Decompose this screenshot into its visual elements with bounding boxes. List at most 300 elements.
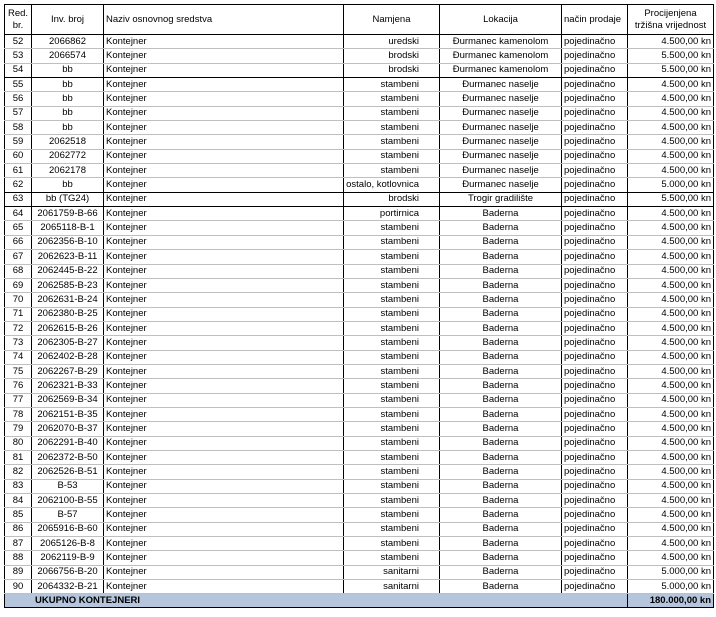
cell-lokacija: Baderna	[440, 264, 562, 278]
cell-naziv: Kontejner	[104, 164, 344, 178]
cell-naziv: Kontejner	[104, 264, 344, 278]
cell-lokacija: Baderna	[440, 422, 562, 436]
cell-nacin-prodaje: pojedinačno	[562, 235, 628, 249]
cell-namjena: stambeni	[344, 278, 440, 292]
cell-naziv: Kontejner	[104, 565, 344, 579]
cell-lokacija: Đurmanec naselje	[440, 178, 562, 192]
cell-red-br: 60	[5, 149, 32, 163]
cell-lokacija: Baderna	[440, 479, 562, 493]
total-label: UKUPNO KONTEJNERI	[5, 594, 628, 608]
cell-naziv: Kontejner	[104, 465, 344, 479]
table-row	[5, 178, 714, 192]
cell-naziv: Kontejner	[104, 364, 344, 378]
cell-namjena: stambeni	[344, 379, 440, 393]
cell-naziv: Kontejner	[104, 450, 344, 464]
cell-inv-broj: 2062305-B-27	[32, 336, 104, 350]
cell-red-br: 81	[5, 450, 32, 464]
cell-red-br: 87	[5, 537, 32, 551]
cell-nacin-prodaje: pojedinačno	[562, 321, 628, 335]
cell-red-br: 67	[5, 250, 32, 264]
cell-red-br: 69	[5, 278, 32, 292]
cell-red-br: 54	[5, 63, 32, 77]
cell-lokacija: Đurmanec naselje	[440, 106, 562, 120]
cell-naziv: Kontejner	[104, 350, 344, 364]
cell-nacin-prodaje: pojedinačno	[562, 164, 628, 178]
cell-inv-broj: 2062585-B-23	[32, 278, 104, 292]
cell-red-br: 76	[5, 379, 32, 393]
cell-naziv: Kontejner	[104, 178, 344, 192]
cell-lokacija: Baderna	[440, 393, 562, 407]
table-row	[5, 221, 714, 235]
cell-red-br: 70	[5, 293, 32, 307]
cell-nacin-prodaje: pojedinačno	[562, 92, 628, 106]
cell-red-br: 63	[5, 192, 32, 206]
cell-vrijednost: 4.500,00 kn	[628, 522, 714, 536]
cell-namjena: stambeni	[344, 393, 440, 407]
cell-vrijednost: 4.500,00 kn	[628, 537, 714, 551]
cell-nacin-prodaje: pojedinačno	[562, 364, 628, 378]
cell-naziv: Kontejner	[104, 78, 344, 92]
cell-nacin-prodaje: pojedinačno	[562, 35, 628, 49]
table-row	[5, 364, 714, 378]
cell-naziv: Kontejner	[104, 250, 344, 264]
cell-nacin-prodaje: pojedinačno	[562, 551, 628, 565]
cell-nacin-prodaje: pojedinačno	[562, 221, 628, 235]
cell-inv-broj: 2062569-B-34	[32, 393, 104, 407]
cell-vrijednost: 5.500,00 kn	[628, 63, 714, 77]
cell-vrijednost: 4.500,00 kn	[628, 35, 714, 49]
cell-inv-broj: B-53	[32, 479, 104, 493]
cell-red-br: 64	[5, 207, 32, 221]
cell-lokacija: Trogir gradilište	[440, 192, 562, 206]
cell-namjena: stambeni	[344, 465, 440, 479]
col-header-procjena: Procijenjena tržišna vrijednost	[628, 5, 714, 35]
cell-inv-broj: bb	[32, 121, 104, 135]
cell-lokacija: Baderna	[440, 537, 562, 551]
cell-namjena: sanitarni	[344, 565, 440, 579]
cell-vrijednost: 4.500,00 kn	[628, 235, 714, 249]
cell-namjena: stambeni	[344, 336, 440, 350]
cell-lokacija: Đurmanec kamenolom	[440, 35, 562, 49]
cell-naziv: Kontejner	[104, 63, 344, 77]
table-row	[5, 565, 714, 579]
cell-nacin-prodaje: pojedinačno	[562, 465, 628, 479]
cell-naziv: Kontejner	[104, 149, 344, 163]
cell-red-br: 56	[5, 92, 32, 106]
cell-namjena: stambeni	[344, 436, 440, 450]
cell-vrijednost: 4.500,00 kn	[628, 92, 714, 106]
cell-lokacija: Baderna	[440, 407, 562, 421]
cell-vrijednost: 4.500,00 kn	[628, 149, 714, 163]
cell-namjena: uredski	[344, 35, 440, 49]
cell-inv-broj: 2062445-B-22	[32, 264, 104, 278]
cell-lokacija: Baderna	[440, 508, 562, 522]
table-row	[5, 106, 714, 120]
cell-nacin-prodaje: pojedinačno	[562, 379, 628, 393]
cell-red-br: 72	[5, 321, 32, 335]
cell-red-br: 85	[5, 508, 32, 522]
cell-naziv: Kontejner	[104, 321, 344, 335]
cell-nacin-prodaje: pojedinačno	[562, 522, 628, 536]
cell-inv-broj: 2062526-B-51	[32, 465, 104, 479]
col-header-naziv: Naziv osnovnog sredstva	[104, 5, 344, 35]
containers-table	[4, 4, 714, 608]
cell-red-br: 66	[5, 235, 32, 249]
cell-vrijednost: 4.500,00 kn	[628, 307, 714, 321]
cell-naziv: Kontejner	[104, 407, 344, 421]
cell-inv-broj: 2062380-B-25	[32, 307, 104, 321]
cell-namjena: brodski	[344, 192, 440, 206]
cell-lokacija: Baderna	[440, 235, 562, 249]
cell-inv-broj: 2064332-B-21	[32, 580, 104, 594]
table-row	[5, 149, 714, 163]
cell-naziv: Kontejner	[104, 235, 344, 249]
table-row	[5, 264, 714, 278]
cell-lokacija: Baderna	[440, 321, 562, 335]
cell-namjena: stambeni	[344, 522, 440, 536]
cell-namjena: ostalo, kotlovnica	[344, 178, 440, 192]
cell-nacin-prodaje: pojedinačno	[562, 494, 628, 508]
table-row	[5, 522, 714, 536]
cell-namjena: stambeni	[344, 307, 440, 321]
col-header-red-br: Red. br.	[5, 5, 32, 35]
cell-vrijednost: 4.500,00 kn	[628, 264, 714, 278]
cell-naziv: Kontejner	[104, 207, 344, 221]
table-row	[5, 537, 714, 551]
cell-red-br: 80	[5, 436, 32, 450]
cell-red-br: 55	[5, 78, 32, 92]
cell-inv-broj: 2062178	[32, 164, 104, 178]
cell-vrijednost: 5.000,00 kn	[628, 565, 714, 579]
table-row	[5, 393, 714, 407]
cell-inv-broj: 2062356-B-10	[32, 235, 104, 249]
cell-red-br: 58	[5, 121, 32, 135]
cell-inv-broj: 2066756-B-20	[32, 565, 104, 579]
cell-lokacija: Baderna	[440, 250, 562, 264]
cell-vrijednost: 4.500,00 kn	[628, 551, 714, 565]
cell-namjena: stambeni	[344, 221, 440, 235]
table-row	[5, 164, 714, 178]
cell-lokacija: Đurmanec naselje	[440, 135, 562, 149]
cell-lokacija: Đurmanec kamenolom	[440, 63, 562, 77]
cell-nacin-prodaje: pojedinačno	[562, 250, 628, 264]
cell-nacin-prodaje: pojedinačno	[562, 407, 628, 421]
cell-inv-broj: 2062772	[32, 149, 104, 163]
cell-lokacija: Đurmanec naselje	[440, 121, 562, 135]
cell-namjena: stambeni	[344, 551, 440, 565]
cell-lokacija: Baderna	[440, 494, 562, 508]
cell-namjena: stambeni	[344, 235, 440, 249]
table-row	[5, 135, 714, 149]
cell-lokacija: Baderna	[440, 207, 562, 221]
cell-lokacija: Baderna	[440, 465, 562, 479]
cell-vrijednost: 4.500,00 kn	[628, 164, 714, 178]
cell-lokacija: Baderna	[440, 293, 562, 307]
cell-inv-broj: 2062100-B-55	[32, 494, 104, 508]
cell-inv-broj: 2062291-B-40	[32, 436, 104, 450]
cell-inv-broj: bb	[32, 106, 104, 120]
cell-inv-broj: bb	[32, 63, 104, 77]
cell-vrijednost: 4.500,00 kn	[628, 207, 714, 221]
table-row	[5, 407, 714, 421]
cell-nacin-prodaje: pojedinačno	[562, 49, 628, 63]
cell-nacin-prodaje: pojedinačno	[562, 450, 628, 464]
col-header-nacin-prodaje: način prodaje	[562, 5, 628, 35]
cell-red-br: 59	[5, 135, 32, 149]
cell-vrijednost: 4.500,00 kn	[628, 393, 714, 407]
cell-vrijednost: 4.500,00 kn	[628, 278, 714, 292]
cell-vrijednost: 4.500,00 kn	[628, 407, 714, 421]
cell-inv-broj: 2062151-B-35	[32, 407, 104, 421]
cell-nacin-prodaje: pojedinačno	[562, 278, 628, 292]
table-row	[5, 121, 714, 135]
cell-red-br: 65	[5, 221, 32, 235]
cell-nacin-prodaje: pojedinačno	[562, 350, 628, 364]
table-row	[5, 35, 714, 49]
cell-nacin-prodaje: pojedinačno	[562, 293, 628, 307]
table-row	[5, 350, 714, 364]
cell-inv-broj: 2062267-B-29	[32, 364, 104, 378]
cell-lokacija: Baderna	[440, 307, 562, 321]
cell-naziv: Kontejner	[104, 336, 344, 350]
table-body	[5, 35, 714, 594]
cell-vrijednost: 4.500,00 kn	[628, 321, 714, 335]
col-header-inv-broj: Inv. broj	[32, 5, 104, 35]
cell-namjena: stambeni	[344, 350, 440, 364]
cell-inv-broj: bb	[32, 78, 104, 92]
cell-naziv: Kontejner	[104, 479, 344, 493]
cell-namjena: stambeni	[344, 92, 440, 106]
cell-lokacija: Đurmanec kamenolom	[440, 49, 562, 63]
cell-nacin-prodaje: pojedinačno	[562, 264, 628, 278]
table-row	[5, 479, 714, 493]
cell-lokacija: Baderna	[440, 364, 562, 378]
cell-red-br: 78	[5, 407, 32, 421]
cell-red-br: 68	[5, 264, 32, 278]
cell-naziv: Kontejner	[104, 278, 344, 292]
cell-inv-broj: 2062119-B-9	[32, 551, 104, 565]
cell-red-br: 77	[5, 393, 32, 407]
cell-vrijednost: 4.500,00 kn	[628, 135, 714, 149]
cell-nacin-prodaje: pojedinačno	[562, 307, 628, 321]
cell-red-br: 71	[5, 307, 32, 321]
cell-vrijednost: 4.500,00 kn	[628, 250, 714, 264]
cell-lokacija: Baderna	[440, 565, 562, 579]
cell-naziv: Kontejner	[104, 307, 344, 321]
table-row	[5, 508, 714, 522]
cell-vrijednost: 4.500,00 kn	[628, 450, 714, 464]
cell-red-br: 82	[5, 465, 32, 479]
cell-naziv: Kontejner	[104, 121, 344, 135]
cell-lokacija: Baderna	[440, 450, 562, 464]
cell-vrijednost: 4.500,00 kn	[628, 78, 714, 92]
table-row	[5, 235, 714, 249]
cell-vrijednost: 4.500,00 kn	[628, 293, 714, 307]
cell-nacin-prodaje: pojedinačno	[562, 106, 628, 120]
table-row	[5, 293, 714, 307]
cell-namjena: stambeni	[344, 364, 440, 378]
cell-namjena: stambeni	[344, 293, 440, 307]
table-row	[5, 580, 714, 594]
table-row	[5, 307, 714, 321]
cell-vrijednost: 4.500,00 kn	[628, 364, 714, 378]
cell-red-br: 88	[5, 551, 32, 565]
table-row	[5, 379, 714, 393]
cell-naziv: Kontejner	[104, 508, 344, 522]
cell-inv-broj: bb	[32, 92, 104, 106]
cell-namjena: stambeni	[344, 164, 440, 178]
cell-inv-broj: 2062623-B-11	[32, 250, 104, 264]
cell-red-br: 73	[5, 336, 32, 350]
cell-vrijednost: 4.500,00 kn	[628, 422, 714, 436]
cell-red-br: 83	[5, 479, 32, 493]
cell-red-br: 57	[5, 106, 32, 120]
cell-namjena: stambeni	[344, 78, 440, 92]
cell-vrijednost: 5.500,00 kn	[628, 49, 714, 63]
cell-nacin-prodaje: pojedinačno	[562, 78, 628, 92]
cell-nacin-prodaje: pojedinačno	[562, 336, 628, 350]
cell-namjena: stambeni	[344, 149, 440, 163]
cell-nacin-prodaje: pojedinačno	[562, 565, 628, 579]
cell-namjena: stambeni	[344, 106, 440, 120]
cell-nacin-prodaje: pojedinačno	[562, 393, 628, 407]
cell-inv-broj: B-57	[32, 508, 104, 522]
cell-namjena: stambeni	[344, 264, 440, 278]
table-row	[5, 436, 714, 450]
table-row	[5, 551, 714, 565]
cell-naziv: Kontejner	[104, 135, 344, 149]
cell-red-br: 86	[5, 522, 32, 536]
cell-naziv: Kontejner	[104, 379, 344, 393]
table-row	[5, 207, 714, 221]
cell-vrijednost: 4.500,00 kn	[628, 106, 714, 120]
cell-inv-broj: 2062070-B-37	[32, 422, 104, 436]
cell-nacin-prodaje: pojedinačno	[562, 537, 628, 551]
cell-inv-broj: 2066574	[32, 49, 104, 63]
cell-nacin-prodaje: pojedinačno	[562, 508, 628, 522]
table-row	[5, 336, 714, 350]
total-value: 180.000,00 kn	[628, 594, 714, 608]
cell-vrijednost: 5.000,00 kn	[628, 580, 714, 594]
cell-nacin-prodaje: pojedinačno	[562, 436, 628, 450]
cell-naziv: Kontejner	[104, 436, 344, 450]
cell-vrijednost: 4.500,00 kn	[628, 494, 714, 508]
cell-namjena: stambeni	[344, 407, 440, 421]
cell-vrijednost: 4.500,00 kn	[628, 221, 714, 235]
cell-red-br: 62	[5, 178, 32, 192]
cell-lokacija: Đurmanec naselje	[440, 92, 562, 106]
cell-namjena: sanitarni	[344, 580, 440, 594]
cell-lokacija: Baderna	[440, 379, 562, 393]
cell-lokacija: Baderna	[440, 221, 562, 235]
cell-vrijednost: 4.500,00 kn	[628, 465, 714, 479]
cell-naziv: Kontejner	[104, 494, 344, 508]
cell-vrijednost: 4.500,00 kn	[628, 121, 714, 135]
table-row	[5, 192, 714, 206]
cell-naziv: Kontejner	[104, 537, 344, 551]
cell-namjena: portirnica	[344, 207, 440, 221]
total-row	[5, 594, 714, 608]
cell-red-br: 53	[5, 49, 32, 63]
cell-lokacija: Baderna	[440, 580, 562, 594]
cell-namjena: stambeni	[344, 494, 440, 508]
cell-red-br: 79	[5, 422, 32, 436]
cell-nacin-prodaje: pojedinačno	[562, 580, 628, 594]
cell-nacin-prodaje: pojedinačno	[562, 192, 628, 206]
cell-lokacija: Đurmanec naselje	[440, 164, 562, 178]
cell-naziv: Kontejner	[104, 35, 344, 49]
cell-naziv: Kontejner	[104, 92, 344, 106]
cell-namjena: brodski	[344, 49, 440, 63]
cell-red-br: 84	[5, 494, 32, 508]
table-row	[5, 422, 714, 436]
col-header-namjena: Namjena	[344, 5, 440, 35]
table-row	[5, 450, 714, 464]
cell-naziv: Kontejner	[104, 192, 344, 206]
table-row	[5, 465, 714, 479]
cell-vrijednost: 5.000,00 kn	[628, 178, 714, 192]
cell-nacin-prodaje: pojedinačno	[562, 479, 628, 493]
cell-namjena: stambeni	[344, 508, 440, 522]
cell-lokacija: Đurmanec naselje	[440, 149, 562, 163]
cell-naziv: Kontejner	[104, 49, 344, 63]
cell-inv-broj: 2062321-B-33	[32, 379, 104, 393]
cell-namjena: stambeni	[344, 250, 440, 264]
cell-red-br: 61	[5, 164, 32, 178]
cell-inv-broj: bb (TG24)	[32, 192, 104, 206]
cell-namjena: stambeni	[344, 422, 440, 436]
cell-lokacija: Đurmanec naselje	[440, 78, 562, 92]
cell-naziv: Kontejner	[104, 393, 344, 407]
cell-lokacija: Baderna	[440, 278, 562, 292]
cell-inv-broj: 2066862	[32, 35, 104, 49]
cell-naziv: Kontejner	[104, 551, 344, 565]
col-header-lokacija: Lokacija	[440, 5, 562, 35]
cell-nacin-prodaje: pojedinačno	[562, 135, 628, 149]
cell-nacin-prodaje: pojedinačno	[562, 207, 628, 221]
cell-lokacija: Baderna	[440, 551, 562, 565]
cell-lokacija: Baderna	[440, 436, 562, 450]
table-row	[5, 92, 714, 106]
cell-nacin-prodaje: pojedinačno	[562, 149, 628, 163]
cell-vrijednost: 4.500,00 kn	[628, 379, 714, 393]
cell-lokacija: Baderna	[440, 522, 562, 536]
cell-namjena: stambeni	[344, 479, 440, 493]
cell-namjena: stambeni	[344, 321, 440, 335]
cell-nacin-prodaje: pojedinačno	[562, 121, 628, 135]
table-row	[5, 49, 714, 63]
header-row	[5, 5, 714, 35]
cell-nacin-prodaje: pojedinačno	[562, 178, 628, 192]
cell-red-br: 52	[5, 35, 32, 49]
cell-namjena: stambeni	[344, 135, 440, 149]
cell-vrijednost: 5.500,00 kn	[628, 192, 714, 206]
cell-inv-broj: 2062372-B-50	[32, 450, 104, 464]
cell-lokacija: Baderna	[440, 350, 562, 364]
cell-red-br: 90	[5, 580, 32, 594]
cell-vrijednost: 4.500,00 kn	[628, 436, 714, 450]
cell-vrijednost: 4.500,00 kn	[628, 336, 714, 350]
cell-naziv: Kontejner	[104, 221, 344, 235]
cell-naziv: Kontejner	[104, 422, 344, 436]
cell-inv-broj: 2062402-B-28	[32, 350, 104, 364]
cell-namjena: brodski	[344, 63, 440, 77]
cell-inv-broj: 2061759-B-66	[32, 207, 104, 221]
cell-nacin-prodaje: pojedinačno	[562, 63, 628, 77]
cell-red-br: 74	[5, 350, 32, 364]
cell-naziv: Kontejner	[104, 106, 344, 120]
cell-lokacija: Baderna	[440, 336, 562, 350]
